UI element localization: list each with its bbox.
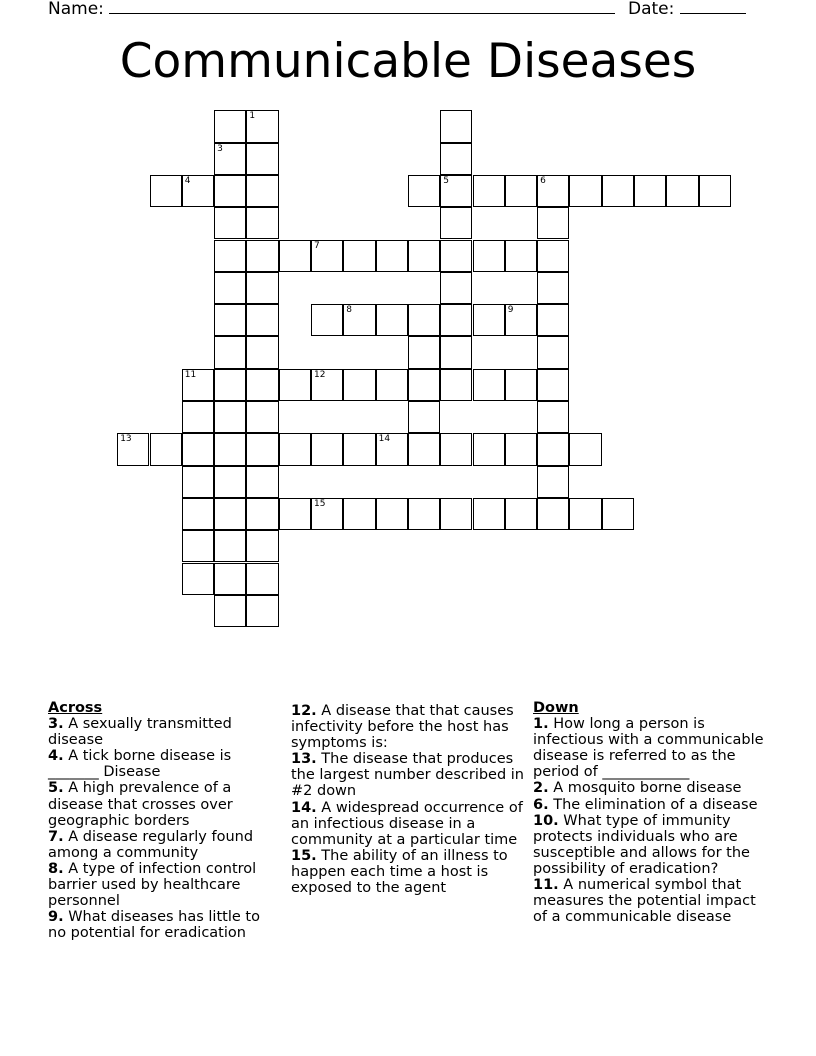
clue-item [48, 780, 276, 828]
grid-cell[interactable] [537, 498, 569, 530]
clue-item-number: 4. [48, 748, 64, 765]
clue-item [291, 800, 525, 848]
grid-cell[interactable] [699, 175, 731, 207]
grid-cell[interactable] [214, 240, 246, 272]
grid-cell[interactable] [473, 369, 505, 401]
grid-cell[interactable] [246, 433, 278, 465]
clue-number: 9 [507, 305, 514, 316]
grid-cell[interactable] [214, 369, 246, 401]
grid-cell[interactable] [214, 207, 246, 239]
clue-item-text: A high prevalence of a disease that crosses over geographic borders [48, 780, 233, 829]
grid-cell[interactable] [214, 433, 246, 465]
grid-cell[interactable] [505, 498, 537, 530]
grid-cell[interactable] [343, 498, 375, 530]
grid-cell[interactable] [473, 240, 505, 272]
grid-cell[interactable] [440, 240, 472, 272]
clue-item [48, 861, 276, 909]
clue-item-number: 2. [533, 780, 549, 797]
clue-item-number: 15. [291, 847, 317, 864]
grid-cell[interactable] [214, 466, 246, 498]
grid-cell[interactable] [182, 369, 214, 401]
clue-item-number: 12. [291, 703, 317, 719]
grid-cell[interactable] [440, 498, 472, 530]
grid-cell[interactable] [246, 272, 278, 304]
grid-cell[interactable] [246, 401, 278, 433]
grid-cell[interactable] [343, 304, 375, 336]
name-label: Name: [48, 0, 104, 19]
clue-item [533, 797, 769, 813]
clue-item [48, 909, 276, 941]
grid-cell[interactable] [311, 240, 343, 272]
grid-cell[interactable] [505, 175, 537, 207]
clue-item-text: A disease that that causes infectivity before the host has symptoms is: [291, 703, 514, 752]
grid-cell[interactable] [634, 175, 666, 207]
grid-cell[interactable] [408, 498, 440, 530]
grid-cell[interactable] [408, 433, 440, 465]
clue-number: 3 [217, 143, 223, 154]
grid-cell[interactable] [440, 272, 472, 304]
clue-number: 13 [120, 434, 132, 445]
clue-item [533, 716, 769, 780]
grid-cell[interactable] [246, 207, 278, 239]
grid-cell[interactable] [408, 175, 440, 207]
grid-cell[interactable] [440, 110, 472, 142]
grid-cell[interactable] [440, 433, 472, 465]
clue-item-text: What type of immunity protects individuals who are susceptible and allows for the possibility of eradication? [533, 812, 750, 877]
grid-cell[interactable] [408, 369, 440, 401]
date-label: Date: [628, 0, 675, 19]
across-heading: Across [48, 700, 103, 716]
clue-item [48, 829, 276, 861]
grid-cell[interactable] [182, 466, 214, 498]
grid-cell[interactable] [182, 563, 214, 595]
grid-cell[interactable] [343, 369, 375, 401]
grid-cell[interactable] [376, 369, 408, 401]
grid-cell[interactable] [473, 304, 505, 336]
grid-cell[interactable] [569, 175, 601, 207]
clue-number: 7 [314, 240, 320, 251]
grid-cell[interactable] [440, 175, 472, 207]
grid-cell[interactable] [117, 433, 149, 465]
grid-cell[interactable] [150, 433, 182, 465]
clue-item-number: 8. [48, 860, 64, 877]
grid-cell[interactable] [214, 530, 246, 562]
clue-number: 12 [314, 369, 326, 380]
grid-cell[interactable] [408, 304, 440, 336]
grid-cell[interactable] [666, 175, 698, 207]
grid-cell[interactable] [343, 433, 375, 465]
down-heading: Down [533, 700, 579, 716]
grid-cell[interactable] [408, 401, 440, 433]
clue-item-text: A sexually transmitted disease [48, 716, 232, 749]
grid-cell[interactable] [440, 143, 472, 175]
clue-item-number: 11. [533, 877, 559, 894]
grid-cell[interactable] [537, 369, 569, 401]
clue-number: 11 [184, 369, 197, 380]
grid-cell[interactable] [246, 369, 278, 401]
grid-cell[interactable] [537, 304, 569, 336]
grid-cell[interactable] [214, 595, 246, 627]
grid-cell[interactable] [440, 304, 472, 336]
grid-cell[interactable] [408, 240, 440, 272]
clue-item-number: 7. [48, 828, 64, 845]
grid-cell[interactable] [182, 401, 214, 433]
grid-cell[interactable] [246, 336, 278, 368]
clue-item-number: 14. [291, 799, 317, 816]
clue-item-text: The disease that produces the largest number described in #2 down [291, 751, 524, 800]
grid-cell[interactable] [246, 110, 278, 142]
grid-cell[interactable] [343, 240, 375, 272]
clue-item-text: The ability of an illness to happen each time a host is exposed to the agent [291, 847, 508, 897]
clue-item-text: A tick borne disease is _______ Disease [48, 748, 232, 781]
grid-cell[interactable] [569, 433, 601, 465]
grid-cell[interactable] [473, 498, 505, 530]
grid-cell[interactable] [440, 207, 472, 239]
grid-cell[interactable] [311, 304, 343, 336]
grid-cell[interactable] [505, 369, 537, 401]
grid-cell[interactable] [279, 369, 311, 401]
grid-cell[interactable] [440, 369, 472, 401]
grid-cell[interactable] [214, 336, 246, 368]
across-column-1 [48, 700, 276, 941]
clue-item-number: 9. [48, 909, 64, 926]
grid-cell[interactable] [408, 336, 440, 368]
clue-number: 6 [540, 175, 546, 186]
grid-cell[interactable] [537, 401, 569, 433]
clue-item [291, 751, 525, 799]
grid-cell[interactable] [246, 304, 278, 336]
clue-item-text: A widespread occurrence of an infectious disease in a community at a particular time [291, 799, 523, 848]
clue-item-text: A type of infection control barrier used by healthcare personnel [48, 860, 257, 910]
clue-number: 4 [184, 175, 191, 186]
grid-cell[interactable] [246, 240, 278, 272]
grid-cell[interactable] [279, 498, 311, 530]
grid-cell[interactable] [214, 304, 246, 336]
grid-cell[interactable] [440, 336, 472, 368]
grid-cell[interactable] [214, 401, 246, 433]
grid-cell[interactable] [537, 466, 569, 498]
across-column-2 [291, 703, 525, 896]
down-column [533, 700, 769, 925]
clue-item [291, 848, 525, 896]
grid-cell[interactable] [182, 530, 214, 562]
clue-item [48, 716, 276, 748]
clue-item-text: A numerical symbol that measures the potential impact of a communicable disease [533, 877, 756, 926]
grid-cell[interactable] [246, 563, 278, 595]
clue-number: 1 [249, 111, 256, 122]
grid-cell[interactable] [311, 433, 343, 465]
grid-cell[interactable] [246, 466, 278, 498]
grid-cell[interactable] [214, 110, 246, 142]
clue-item [48, 748, 276, 780]
clue-item-text: The elimination of a disease [548, 796, 758, 813]
grid-cell[interactable] [214, 563, 246, 595]
clue-item-number: 5. [48, 780, 64, 797]
grid-cell[interactable] [473, 433, 505, 465]
grid-cell[interactable] [246, 143, 278, 175]
clue-item-number: 13. [291, 751, 317, 768]
grid-cell[interactable] [505, 304, 537, 336]
grid-cell[interactable] [537, 240, 569, 272]
clue-item-text: A mosquito borne disease [548, 780, 742, 797]
grid-cell[interactable] [311, 369, 343, 401]
grid-cell[interactable] [246, 530, 278, 562]
grid-cell[interactable] [505, 240, 537, 272]
grid-cell[interactable] [214, 272, 246, 304]
clue-number: 14 [378, 434, 391, 445]
clue-number: 5 [443, 175, 449, 186]
grid-cell[interactable] [214, 175, 246, 207]
grid-cell[interactable] [246, 175, 278, 207]
grid-cell[interactable] [182, 175, 214, 207]
clue-item [533, 813, 769, 877]
grid-cell[interactable] [214, 498, 246, 530]
grid-cell[interactable] [602, 175, 634, 207]
grid-cell[interactable] [602, 498, 634, 530]
clue-item-number: 1. [533, 716, 549, 733]
grid-cell[interactable] [537, 272, 569, 304]
clue-item-number: 6. [533, 796, 549, 813]
grid-cell[interactable] [473, 175, 505, 207]
grid-cell[interactable] [537, 433, 569, 465]
grid-cell[interactable] [246, 498, 278, 530]
grid-cell[interactable] [279, 240, 311, 272]
grid-cell[interactable] [537, 175, 569, 207]
grid-cell[interactable] [505, 433, 537, 465]
grid-cell[interactable] [537, 207, 569, 239]
grid-cell[interactable] [376, 304, 408, 336]
grid-cell[interactable] [537, 336, 569, 368]
grid-cell[interactable] [569, 498, 601, 530]
grid-cell[interactable] [182, 498, 214, 530]
clue-item-text: A disease regularly found among a community [48, 828, 254, 861]
grid-cell[interactable] [376, 498, 408, 530]
grid-cell[interactable] [182, 433, 214, 465]
clue-item [533, 780, 769, 796]
grid-cell[interactable] [214, 143, 246, 175]
clue-item [291, 703, 525, 751]
grid-cell[interactable] [376, 433, 408, 465]
grid-cell[interactable] [279, 433, 311, 465]
grid-cell[interactable] [150, 175, 182, 207]
clue-item [533, 877, 769, 925]
clue-item-number: 3. [48, 716, 64, 733]
clue-item-text: How long a person is infectious with a communicable disease is referred to as the period of ____________ [533, 716, 764, 781]
page-title: Communicable Diseases [119, 34, 697, 89]
clue-number: 15 [314, 498, 326, 509]
clue-item-text: What diseases has little to no potential for eradication [48, 909, 260, 942]
grid-cell[interactable] [376, 240, 408, 272]
clue-item-number: 10. [533, 812, 559, 829]
grid-cell[interactable] [311, 498, 343, 530]
grid-cell[interactable] [246, 595, 278, 627]
clue-number: 8 [346, 305, 353, 316]
